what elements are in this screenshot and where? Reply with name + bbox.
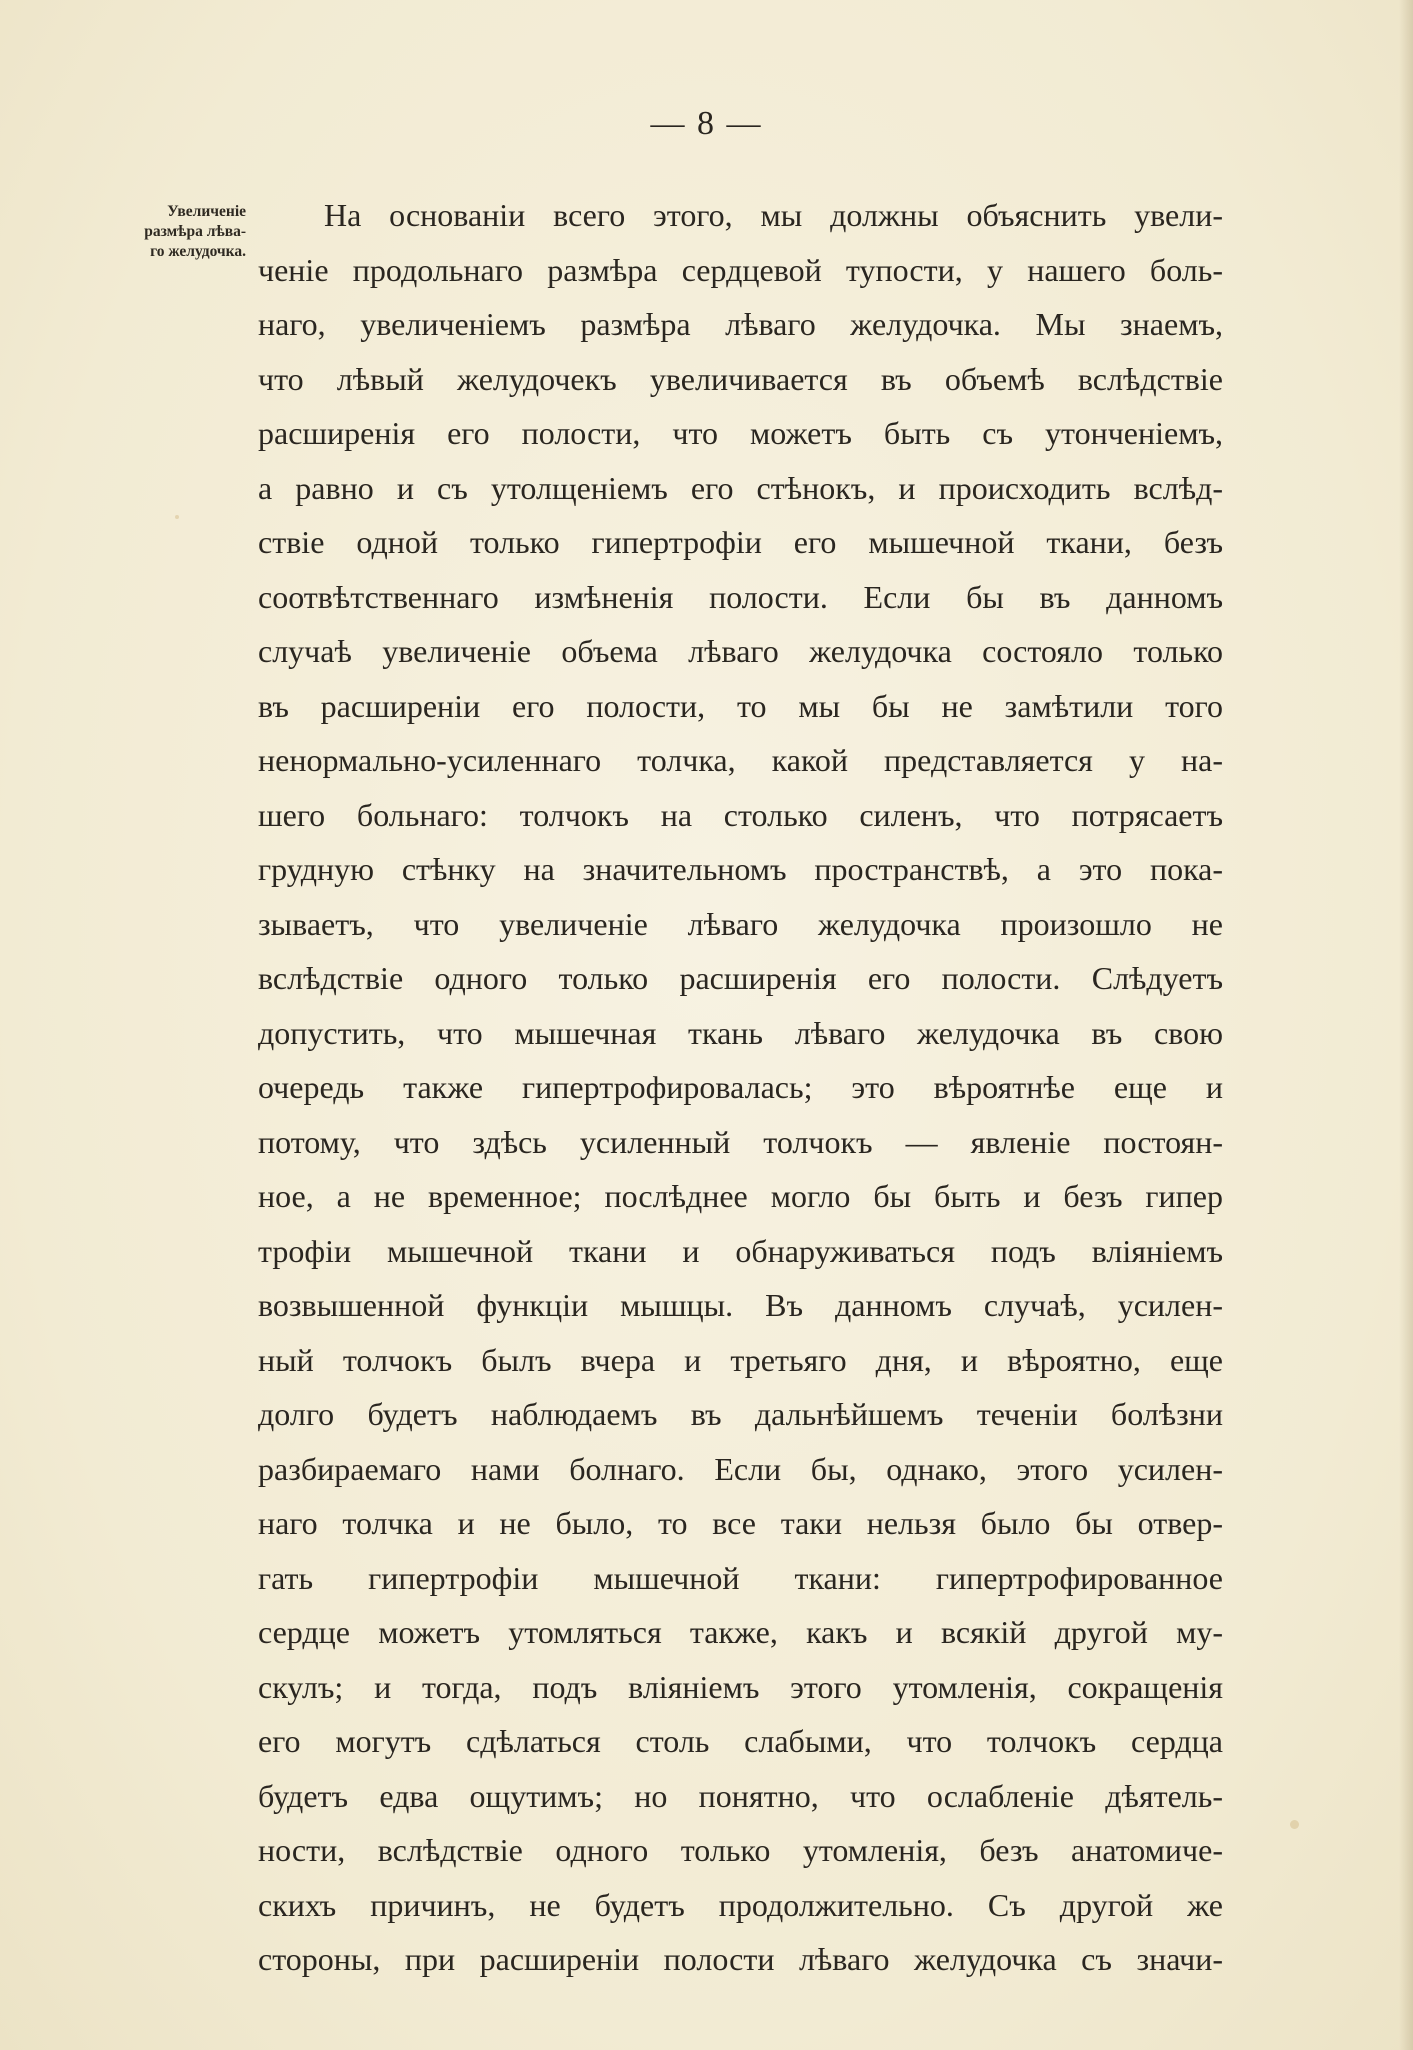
paper-stain <box>1290 1820 1299 1829</box>
text-line: сердце можетъ утомляться также, какъ и всякій другой му- <box>258 1614 1223 1650</box>
text-line: случаѣ увеличеніе объема лѣваго желудочка состояло только <box>258 633 1223 669</box>
text-line: допустить, что мышечная ткань лѣваго желудочка въ свою <box>258 1014 1223 1051</box>
text-line: ный толчокъ былъ вчера и третьяго дня, и вѣроятно, еще <box>258 1341 1223 1378</box>
text-line: вслѣдствіе одного только расширенія его полости. Слѣдуетъ <box>258 960 1223 996</box>
page-edge-shadow <box>1399 0 1413 2050</box>
text-line: трофіи мышечной ткани и обнаруживаться подъ вліяніемъ <box>258 1232 1223 1269</box>
text-line: долго будетъ наблюдаемъ въ дальнѣйшемъ теченіи болѣзни <box>258 1396 1223 1432</box>
text-line: потому, что здѣсь усиленный толчокъ — явленіе постоян- <box>258 1123 1223 1160</box>
text-line: расширенія его полости, что можетъ быть съ утонченіемъ, <box>258 415 1223 451</box>
text-line: зываетъ, что увеличеніе лѣваго желудочка произошло не <box>258 905 1223 942</box>
text-line: въ расширеніи его полости, то мы бы не замѣтили того <box>258 687 1223 724</box>
text-line: скулъ; и тогда, подъ вліяніемъ этого утомленія, сокращенія <box>258 1668 1223 1705</box>
text-line: ное, а не временное; послѣднее могло бы быть и безъ гипер <box>258 1178 1223 1214</box>
text-line: гать гипертрофіи мышечной ткани: гипертрофированное <box>258 1559 1223 1596</box>
margin-note <box>96 202 246 262</box>
text-line: ченіе продольнаго размѣра сердцевой тупости, у нашего боль- <box>258 251 1223 288</box>
margin-note-line: Увеличеніе <box>167 203 246 220</box>
text-line: На основаніи всего этого, мы должны объяснить увели- <box>324 197 1223 233</box>
body-text <box>258 188 1223 1987</box>
text-line: возвышенной функціи мышцы. Въ данномъ случаѣ, усилен- <box>258 1287 1223 1323</box>
text-line: его могутъ сдѣлаться столь слабыми, что толчокъ сердца <box>258 1723 1223 1759</box>
text-line: соотвѣтственнаго измѣненія полости. Если бы въ данномъ <box>258 578 1223 615</box>
text-line: будетъ едва ощутимъ; но понятно, что ослабленіе дѣятель- <box>258 1777 1223 1814</box>
text-line: что лѣвый желудочекъ увеличивается въ объемѣ вслѣдствіе <box>258 360 1223 397</box>
text-line: разбираемаго нами болнаго. Если бы, однако, этого усилен- <box>258 1450 1223 1487</box>
text-line: наго толчка и не было, то все таки нельзя было бы отвер- <box>258 1505 1223 1541</box>
margin-note-line: размѣра лѣва- <box>144 223 246 240</box>
text-line: ности, вслѣдствіе одного только утомленія, безъ анатомиче- <box>258 1832 1223 1868</box>
page-number: — 8 — <box>650 105 763 142</box>
text-line: а равно и съ утолщеніемъ его стѣнокъ, и происходить вслѣд- <box>258 469 1223 506</box>
text-line: шего больнаго: толчокъ на столько силенъ, что потрясаетъ <box>258 796 1223 833</box>
text-line: стороны, при расширеніи полости лѣваго желудочка съ значи- <box>258 1941 1223 1977</box>
text-line: грудную стѣнку на значительномъ пространствѣ, а это пока- <box>258 851 1223 887</box>
text-line: скихъ причинъ, не будетъ продолжительно. Съ другой же <box>258 1886 1223 1923</box>
margin-note-line: го желудочка. <box>150 243 246 260</box>
text-line: ненормально-усиленнаго толчка, какой представляется у на- <box>258 742 1223 778</box>
text-line: наго, увеличеніемъ размѣра лѣваго желудочка. Мы знаемъ, <box>258 306 1223 342</box>
paper-stain <box>175 515 179 519</box>
text-line: очередь также гипертрофировалась; это вѣроятнѣе еще и <box>258 1069 1223 1105</box>
text-line: ствіе одной только гипертрофіи его мышечной ткани, безъ <box>258 524 1223 560</box>
